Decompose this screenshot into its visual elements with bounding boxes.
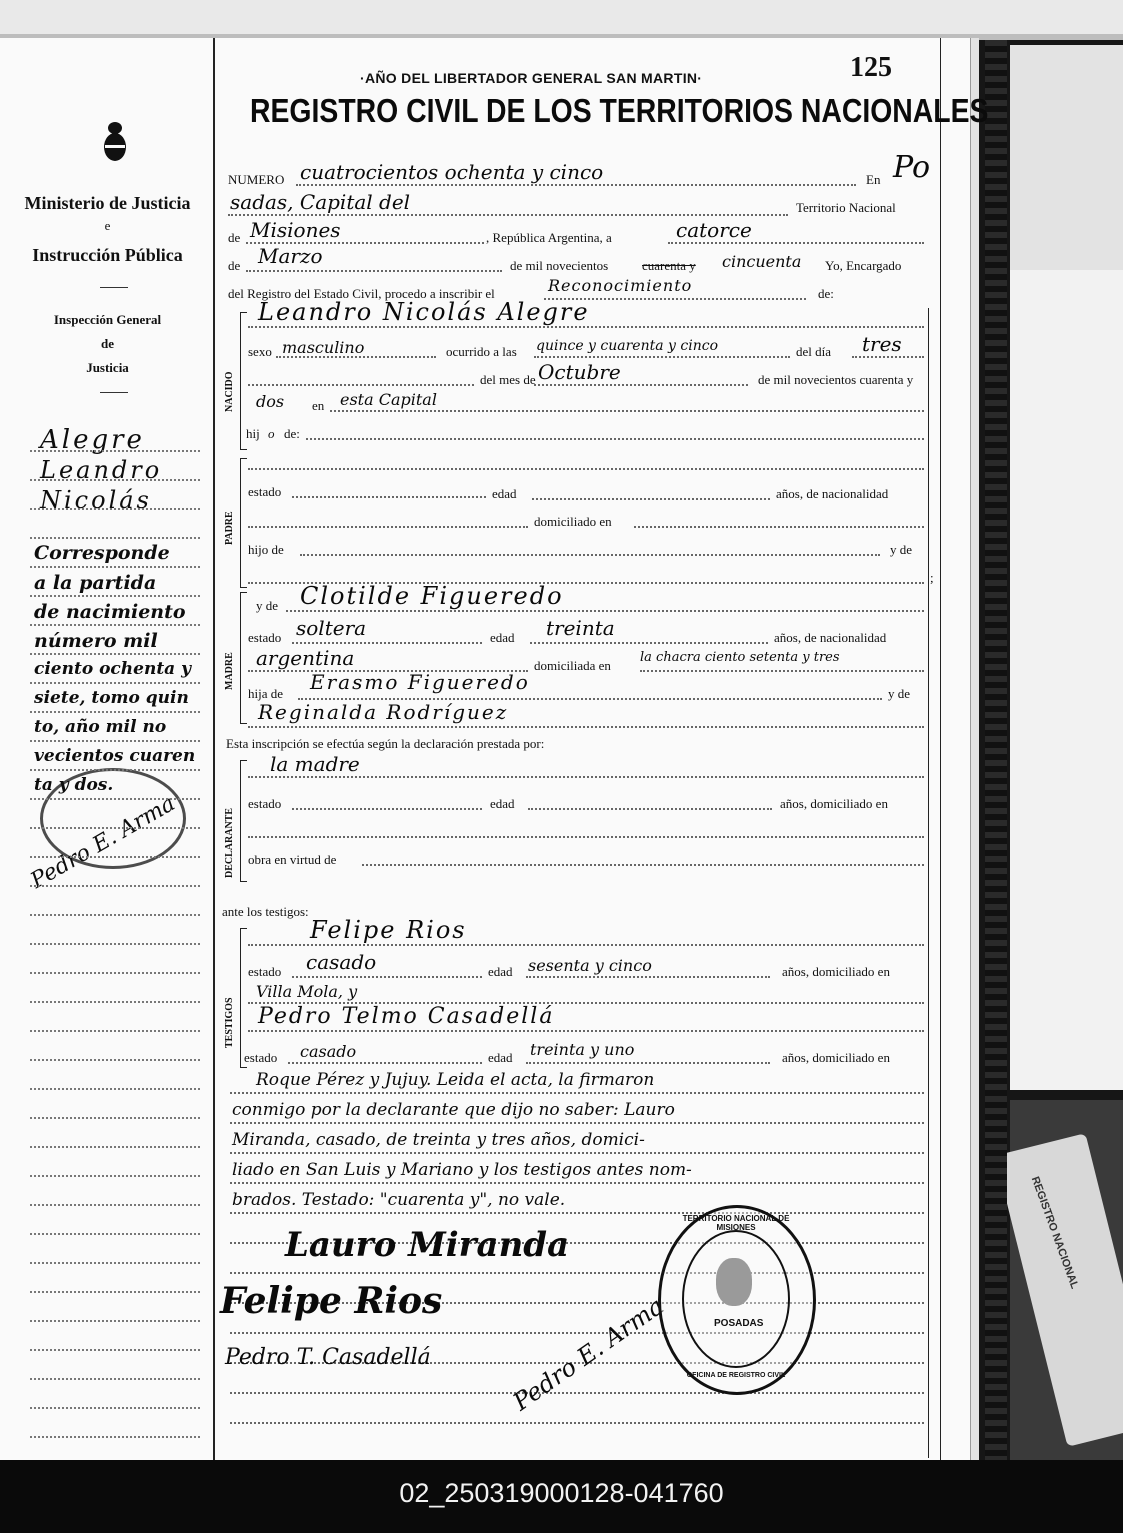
madre-domic-label: domiciliada en [534, 658, 611, 673]
de-colon-2: de: [284, 426, 300, 441]
margin-ruled-line [30, 1233, 200, 1235]
margin-ruled-line [30, 943, 200, 945]
ruled-line [292, 976, 482, 978]
declaracion-label: Esta inscripción se efectúa según la declaración prestada por: [226, 736, 545, 751]
registro-label: del Registro del Estado Civil, procedo a inscribir el [228, 286, 495, 301]
section-label-madre: MADRE [224, 652, 235, 690]
divider-2 [100, 392, 128, 393]
ruled-line [230, 1152, 924, 1154]
margin-ruled-line [30, 537, 200, 539]
ruled-line [292, 496, 486, 498]
ruled-line [362, 864, 924, 866]
de-label: de [228, 230, 241, 245]
madre-edad-value: treinta [546, 616, 615, 640]
margin-ruled-line [30, 972, 200, 974]
ocurrido-label: ocurrido a las [446, 344, 517, 359]
birth-month-value: Octubre [538, 360, 621, 384]
testigos-label: ante los testigos: [222, 904, 309, 919]
ruled-line [228, 214, 788, 216]
ruled-line [534, 356, 790, 358]
ruled-line [248, 326, 924, 328]
encargado-label: Yo, Encargado [825, 258, 902, 273]
w2-estado-value: casado [300, 1042, 357, 1061]
book-binding [985, 40, 1007, 1460]
hijo-label: hij [246, 426, 260, 441]
margin-ruled-line [30, 479, 200, 481]
madre-father-name: Erasmo Figueredo [310, 670, 530, 694]
month-value: Marzo [258, 244, 323, 268]
margin-firstname: Leandro [40, 456, 163, 484]
ruled-line [306, 438, 924, 440]
padre-estado-label: estado [248, 484, 282, 499]
margin-ruled-line [30, 1059, 200, 1061]
divider [100, 287, 128, 288]
margin-ruled-line [30, 769, 200, 771]
margin-ruled-line [30, 827, 200, 829]
ruled-line [248, 776, 924, 778]
inspection-line-1: Inspección General [53, 312, 162, 327]
margin-middlename: Nicolás [40, 486, 152, 514]
ruled-line [230, 1272, 924, 1274]
declarante-value: la madre [270, 752, 360, 776]
signature-officer: Pedro E. Arma [507, 1291, 669, 1417]
padre-anos-label: años, de nacionalidad [776, 486, 889, 501]
madre-yde2-label: y de [888, 686, 911, 701]
margin-ruled-line [30, 798, 200, 800]
w1-estado-label: estado [248, 964, 282, 979]
margin-ruled-line [30, 1030, 200, 1032]
padre-yde-label: y de [890, 542, 913, 557]
ruled-line [248, 468, 924, 470]
ruled-line [286, 610, 924, 612]
page-number: 125 [850, 52, 892, 83]
del-dia-label: del día [796, 344, 832, 359]
margin-note-line: ta y dos. [34, 775, 114, 795]
paper-edge [970, 38, 979, 1460]
ruled-line [532, 498, 770, 500]
margin-ruled-line [30, 566, 200, 568]
ruled-line [640, 670, 924, 672]
margin-ruled-line [30, 885, 200, 887]
margin-ruled-line [30, 1291, 200, 1293]
ruled-line [230, 1422, 924, 1424]
numero-value: cuatrocientos ochenta y cinco [300, 160, 604, 184]
seal-emblem-icon [716, 1258, 752, 1306]
signature-witness-2: Pedro T. Casadellá [225, 1345, 431, 1370]
margin-ruled-line [30, 595, 200, 597]
w2-edad-value: treinta y uno [530, 1040, 635, 1059]
w1-anos-label: años, domiciliado en [782, 964, 890, 979]
ministry-title-2: Instrucción Pública [32, 245, 183, 265]
ruled-line [230, 1092, 924, 1094]
ministry-conjunction: e [104, 218, 111, 233]
year-struck: cuarenta y [642, 258, 696, 273]
margin-ruled-line [30, 740, 200, 742]
margin-ruled-line [30, 1146, 200, 1148]
margin-ruled-line [30, 682, 200, 684]
ruled-line [534, 384, 748, 386]
ruled-line [246, 270, 502, 272]
ruled-line [248, 1030, 924, 1032]
margin-ruled-line [30, 1001, 200, 1003]
ruled-line [300, 554, 880, 556]
en-label-2: en [312, 398, 325, 413]
section-label-nacido: NACIDO [224, 371, 235, 412]
hijo-suffix: o [268, 426, 275, 441]
decl-edad-label: edad [490, 796, 515, 811]
madre-yde-label: y de [256, 598, 279, 613]
padre-hijo-label: hijo de [248, 542, 284, 557]
closing-line: conmigo por la declarante que dijo no saber: Lauro [232, 1100, 675, 1120]
margin-note-line: número mil [34, 630, 158, 652]
de-label-2: de [228, 258, 241, 273]
margin-ruled-line [30, 1349, 200, 1351]
signature-witness-1: Felipe Rios [220, 1280, 443, 1322]
de-colon: de: [818, 286, 834, 301]
margin-note-line: ciento ochenta y [34, 659, 191, 679]
madre-estado-label: estado [248, 630, 282, 645]
ruled-line [292, 642, 482, 644]
madre-hija-label: hija de [248, 686, 284, 701]
margin-note-line: to, año mil no [34, 717, 167, 737]
closing-line: liado en San Luis y Mariano y los testigos antes nom- [232, 1160, 692, 1180]
ruled-line [668, 242, 924, 244]
madre-bracket [240, 592, 247, 724]
margin-ruled-line [30, 914, 200, 916]
side-badge-text: REGISTRO NACIONAL [1028, 1175, 1081, 1291]
margin-ruled-line [30, 1262, 200, 1264]
padre-domic-label: domiciliado en [534, 514, 612, 529]
ruled-line [296, 184, 856, 186]
margin-ruled-line [30, 1378, 200, 1380]
witness2-name: Pedro Telmo Casadellá [258, 1004, 555, 1029]
w2-edad-label: edad [488, 1050, 513, 1065]
right-light-area [1010, 45, 1123, 270]
seal-bottom-text: OFICINA DE REGISTRO CIVIL [686, 1372, 786, 1379]
act-type-value: Reconocimiento [548, 276, 693, 295]
margin-ruled-line [30, 1436, 200, 1438]
padre-bracket [240, 458, 247, 588]
testigos-bracket [240, 928, 247, 1068]
margin-ruled-line [30, 1088, 200, 1090]
year-label: de mil novecientos [510, 258, 609, 273]
margin-note-line: siete, tomo quin [34, 688, 189, 708]
section-label-declarante: DECLARANTE [224, 807, 235, 878]
top-background [0, 0, 1123, 40]
hour-value: quince y cuarenta y cinco [536, 338, 718, 354]
ruled-line [230, 1122, 924, 1124]
del-mes-label: del mes de [480, 372, 536, 387]
year-value: cincuenta [722, 252, 802, 271]
margin-ruled-line [30, 856, 200, 858]
ruled-line [248, 836, 924, 838]
ruled-line [852, 356, 924, 358]
madre-anos-label: años, de nacionalidad [774, 630, 887, 645]
margin-ruled-line [30, 624, 200, 626]
republica-label: , República Argentina, a [486, 230, 612, 245]
day-value: catorce [676, 218, 752, 242]
w1-edad-value: sesenta y cinco [528, 956, 652, 975]
en-value: Po [893, 150, 931, 185]
section-label-testigos: TESTIGOS [224, 997, 235, 1048]
margin-ruled-line [30, 1320, 200, 1322]
sexo-value: masculino [282, 338, 365, 357]
seal-top-text: TERRITORIO NACIONAL DE MISIONES [682, 1214, 790, 1232]
witness1-name: Felipe Rios [310, 916, 467, 944]
birth-place-value: esta Capital [340, 390, 437, 409]
decl-estado-label: estado [248, 796, 282, 811]
numero-label: NUMERO [228, 172, 285, 187]
w2-anos-label: años, domiciliado en [782, 1050, 890, 1065]
padre-edad-label: edad [492, 486, 517, 501]
right-light-area-2 [1010, 270, 1123, 1090]
margin-note-line: Corresponde [34, 542, 170, 564]
madre-nac-value: argentina [256, 646, 355, 670]
madre-edad-label: edad [490, 630, 515, 645]
ruled-line [526, 1062, 770, 1064]
closing-line: brados. Testado: "cuarenta y", no vale. [232, 1190, 566, 1210]
ruled-line [230, 1392, 924, 1394]
ruled-line [230, 1212, 924, 1214]
place-value: sadas, Capital del [230, 190, 411, 214]
coat-of-arms-icon [100, 120, 130, 164]
inspection-line-2: de [101, 336, 114, 351]
decl-obra-label: obra en virtud de [248, 852, 337, 867]
madre-mother-name: Reginalda Rodríguez [258, 700, 509, 724]
right-rule [928, 308, 929, 1458]
margin-signature: Pedro E. Arma [26, 791, 180, 894]
margin-ruled-line [30, 1407, 200, 1409]
margin-note-line: de nacimiento [34, 601, 186, 623]
padre-semicolon: ; [930, 570, 934, 585]
birth-year-value: dos [256, 392, 285, 411]
en-label: En [866, 172, 881, 187]
margin-ruled-line [30, 711, 200, 713]
ministry-title: Ministerio de Justicia [24, 193, 191, 213]
ruled-line [528, 808, 772, 810]
ruled-line [230, 1332, 924, 1334]
margin-ruled-line [30, 1204, 200, 1206]
year-motto: ·AÑO DEL LIBERTADOR GENERAL SAN MARTIN· [360, 70, 703, 86]
margin-ruled-line [30, 450, 200, 452]
w1-estado-value: casado [306, 950, 377, 974]
decl-anos-label: años, domiciliado en [780, 796, 888, 811]
madre-domic-value: la chacra ciento setenta y tres [640, 650, 840, 665]
margin-note-line: a la partida [34, 572, 157, 594]
ruled-line [526, 976, 770, 978]
section-label-padre: PADRE [224, 511, 235, 545]
right-rule-2 [940, 38, 941, 1460]
margin-ruled-line [30, 508, 200, 510]
territorio-label: Territorio Nacional [796, 200, 896, 215]
mil-label: de mil novecientos cuarenta y [758, 372, 914, 387]
ruled-line [248, 944, 924, 946]
ruled-line [248, 726, 924, 728]
w1-edad-label: edad [488, 964, 513, 979]
closing-line: Miranda, casado, de treinta y tres años, domici- [232, 1130, 645, 1150]
w1-domic-value: Villa Mola, y [256, 982, 358, 1001]
birth-day-value: tres [862, 332, 902, 356]
subject-name: Leandro Nicolás Alegre [258, 298, 590, 326]
ruled-line [248, 384, 474, 386]
ruled-line [292, 808, 482, 810]
ruled-line [634, 526, 924, 528]
margin-note-line: vecientos cuaren [34, 746, 196, 766]
ruled-line [288, 1062, 482, 1064]
territory-value: Misiones [250, 218, 341, 242]
ruled-line [248, 526, 528, 528]
mother-name: Clotilde Figueredo [300, 582, 564, 610]
registry-title: REGISTRO CIVIL DE LOS TERRITORIOS NACIONALES [250, 92, 989, 129]
declarante-bracket [240, 760, 247, 882]
margin-ruled-line [30, 1175, 200, 1177]
seal-center-text: POSADAS [714, 1318, 764, 1329]
margin-ruled-line [30, 1117, 200, 1119]
inspection-line-3: Justicia [86, 360, 129, 375]
ruled-line [330, 410, 924, 412]
signature-declarant: Lauro Miranda [285, 1225, 570, 1265]
margin-ruled-line [30, 653, 200, 655]
margin-surname: Alegre [40, 425, 145, 455]
ruled-line [530, 642, 768, 644]
w2-estado-label: estado [244, 1050, 278, 1065]
madre-estado-value: soltera [296, 616, 367, 640]
ruled-line [230, 1182, 924, 1184]
closing-line: Roque Pérez y Jujuy. Leida el acta, la firmaron [256, 1070, 655, 1090]
image-caption: 02_250319000128-041760 [399, 1478, 724, 1508]
sexo-label: sexo [248, 344, 272, 359]
